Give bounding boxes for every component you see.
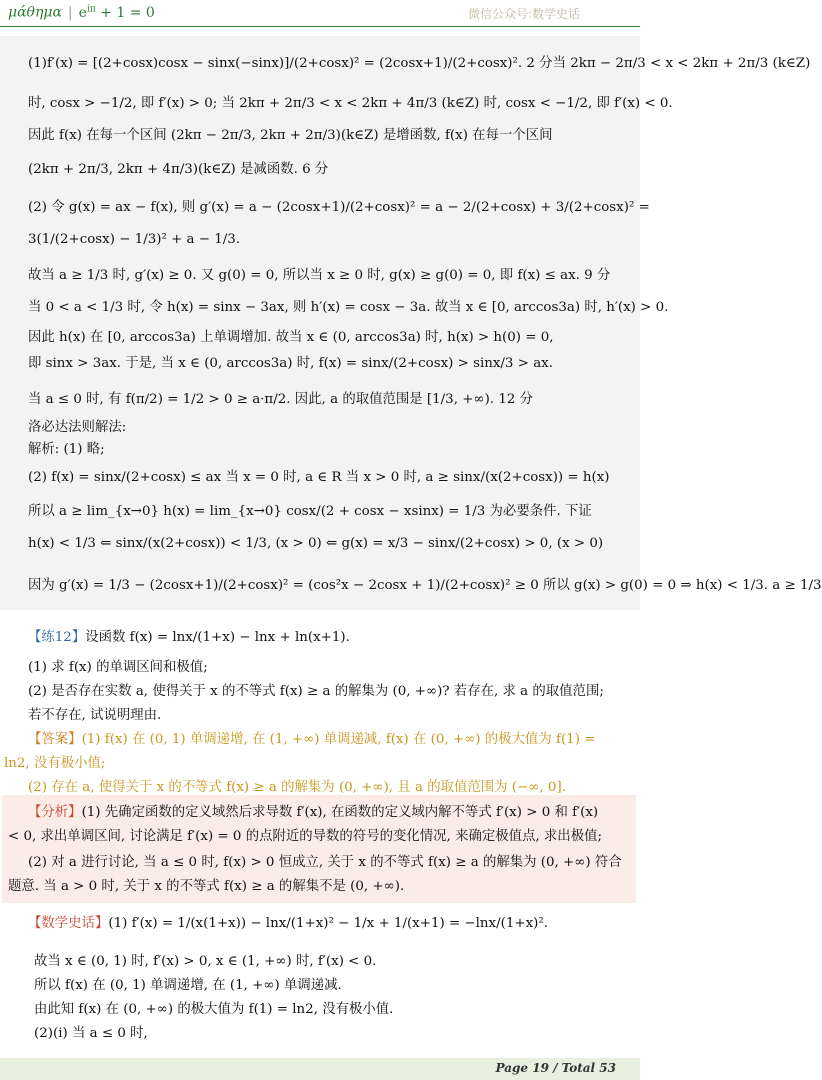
exercise-stem-text: 设函数 f(x) = lnx/(1+x) − lnx + ln(x+1). [85,630,350,645]
answer-tag: 【答案】 [28,732,82,747]
answer-2: (2) 存在 a, 使得关于 x 的不等式 f(x) ≥ a 的解集为 (0, +∞), 且 a 的取值范围为 (−∞, 0]. [28,780,566,795]
solution-line: 即 sinx > 3ax. 于是, 当 x ∈ (0, arccos3a) 时, f(x) = sinx/(2+cosx) > sinx/3 > ax. [28,356,553,371]
history-line-3: 所以 f(x) 在 (0, 1) 单调递增, 在 (1, +∞) 单调递减. [34,978,342,993]
exercise-q1: (1) 求 f(x) 的单调区间和极值; [28,660,208,675]
solution-panel [0,36,640,610]
analysis-line-2: < 0, 求出单调区间, 讨论满足 f′(x) = 0 的点附近的导数的符号的变化情况, 来确定极值点, 求出极值; [8,829,602,844]
analysis-line-3: (2) 对 a 进行讨论, 当 a ≤ 0 时, f(x) > 0 恒成立, 关于 x 的不等式 f(x) ≥ a 的解集为 (0, +∞) 符合 [28,855,622,870]
history-line-1 [28,912,548,931]
exercise-q2: (2) 是否存在实数 a, 使得关于 x 的不等式 f(x) ≥ a 的解集为 (0, +∞)? 若存在, 求 a 的取值范围; [28,684,604,699]
page-number: Page 19 / Total 53 [495,1061,616,1075]
exercise-stem [28,626,350,645]
analysis-tag: 【分析】 [28,805,82,820]
solution-line: 因为 g′(x) = 1/3 − (2cosx+1)/(2+cosx)² = (cos²x − 2cosx + 1)/(2+cosx)² ≥ 0 所以 g(x) > g(0) = 0 ⇒ h(x) < 1/3. a ≥ 1/3 [28,578,822,593]
answer-1b: ln2, 没有极小值; [4,756,106,771]
history-text: (1) f′(x) = 1/(x(1+x)) − lnx/(1+x)² − 1/x + 1/(x+1) = −lnx/(1+x)². [108,916,548,931]
solution-line: (2) 令 g(x) = ax − f(x), 则 g′(x) = a − (2cosx+1)/(2+cosx)² = a − 2/(2+cosx) + 3/(2+cosx)² = [28,200,650,215]
history-line-2: 故当 x ∈ (0, 1) 时, f′(x) > 0, x ∈ (1, +∞) 时, f′(x) < 0. [34,954,377,969]
solution-line: 因此 f(x) 在每一个区间 (2kπ − 2π/3, 2kπ + 2π/3)(k∈Z) 是增函数, f(x) 在每一个区间 [28,128,553,143]
solution-line: (1)f′(x) = [(2+cosx)cosx − sinx(−sinx)]/(2+cosx)² = (2cosx+1)/(2+cosx)². 2 分当 2kπ − 2π/3 < x < 2kπ + 2π/3 (k∈Z) [28,56,811,71]
analysis-text: (1) 先确定函数的定义域然后求导数 f′(x), 在函数的定义域内解不等式 f′(x) > 0 和 f′(x) [81,805,599,820]
solution-line: 3(1/(2+cosx) − 1/3)² + a − 1/3. [28,232,241,247]
watermark [0,1000,640,1040]
history-line-5: (2)(ⅰ) 当 a ≤ 0 时, [34,1026,148,1041]
solution-line: 故当 a ≥ 1/3 时, g′(x) ≥ 0. 又 g(0) = 0, 所以当 x ≥ 0 时, g(x) ≥ g(0) = 0, 即 f(x) ≤ ax. 9 分 [28,268,611,283]
history-tag: 【数学史话】 [28,916,109,931]
answer-1a: (1) f(x) 在 (0, 1) 单调递增, 在 (1, +∞) 单调递减, f(x) 在 (0, +∞) 的极大值为 f(1) = [81,732,596,747]
page-footer [0,1058,640,1080]
solution-line: 所以 a ≥ lim_{x→0} h(x) = lim_{x→0} cosx/(2 + cosx − xsinx) = 1/3 为必要条件. 下证 [28,504,592,519]
exercise-q2-cont: 若不存在, 试说明理由. [28,708,162,723]
solution-line: 当 a ≤ 0 时, 有 f(π/2) = 1/2 > 0 ≥ a·π/2. 因此, a 的取值范围是 [1/3, +∞). 12 分 [28,392,533,407]
solution-line: 当 0 < a < 1/3 时, 令 h(x) = sinx − 3ax, 则 h′(x) = cosx − 3a. 故当 x ∈ [0, arccos3a) 时, h′(x) > 0. [28,300,669,315]
solution-line: 洛必达法则解法: [28,420,127,435]
answer-line-1 [28,728,595,747]
solution-line: 因此 h(x) 在 [0, arccos3a) 上单调增加. 故当 x ∈ (0, arccos3a) 时, h(x) > h(0) = 0, [28,330,554,345]
brand-name: μάθημα [8,4,62,21]
solution-line: (2kπ + 2π/3, 2kπ + 4π/3)(k∈Z) 是减函数. 6 分 [28,162,329,177]
euler-formula: $e^{i\pi} + 1 = 0$ [78,4,155,21]
solution-line: 时, cosx > −1/2, 即 f′(x) > 0; 当 2kπ + 2π/3 < x < 2kπ + 4π/3 (k∈Z) 时, cosx < −1/2, 即 f′(x) < 0. [28,96,673,111]
wechat-account: 微信公众号:数学史话 [467,7,580,21]
analysis-block [2,795,636,903]
exercise-tag: 【练12】 [28,630,86,645]
solution-line: (2) f(x) = sinx/(2+cosx) ≤ ax 当 x = 0 时, a ∈ R 当 x > 0 时, a ≥ sinx/(x(2+cosx)) = h(x) [28,470,610,485]
solution-line: 解析: (1) 略; [28,442,105,457]
page-header [0,0,640,27]
analysis-line-4: 题意. 当 a > 0 时, 关于 x 的不等式 f(x) ≥ a 的解集不是 (0, +∞). [8,879,405,894]
history-line-4: 由此知 f(x) 在 (0, +∞) 的极大值为 f(1) = ln2, 没有极小值. [34,1002,394,1017]
brand-logo: μάθημα | $e^{i\pi} + 1 = 0$ [8,4,155,21]
analysis-line-1 [28,801,598,820]
solution-line: h(x) < 1/3 ⇐ sinx/(x(2+cosx)) < 1/3, (x > 0) ⇐ g(x) = x/3 − sinx/(2+cosx) > 0, (x > 0) [28,536,604,551]
